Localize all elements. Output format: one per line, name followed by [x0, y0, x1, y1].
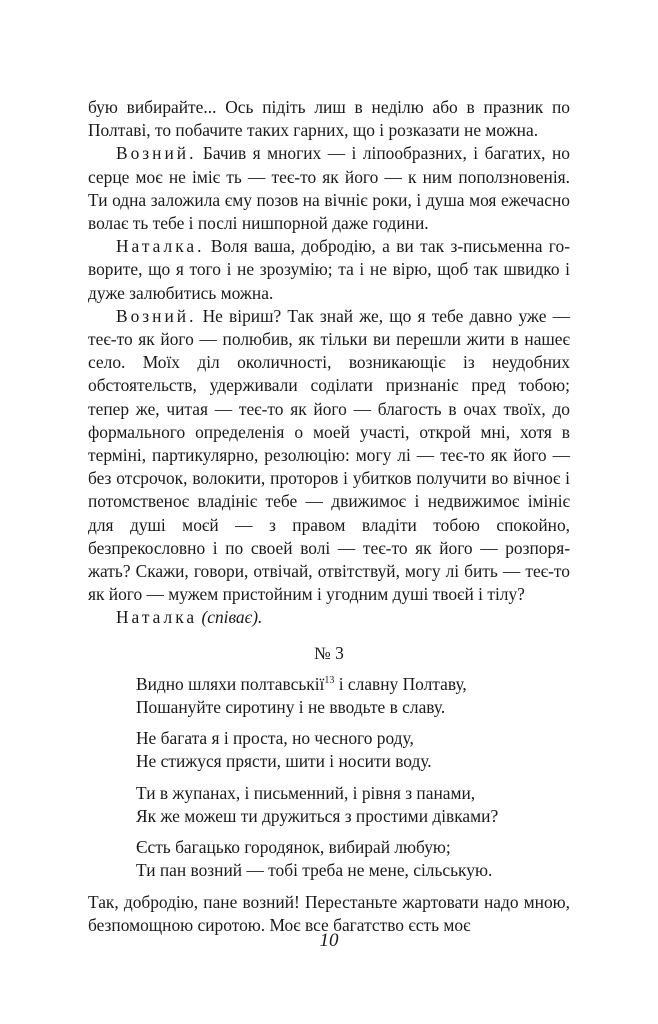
- speaker-name: Наталка: [116, 607, 198, 628]
- paragraph-natalka-1: [88, 235, 570, 305]
- paragraph-natalka-sings: [88, 606, 570, 629]
- stanza: [136, 727, 570, 773]
- verse-text: і славну Полтаву,: [334, 673, 467, 694]
- stanza: [136, 836, 570, 882]
- verse-text: Видно шляхи полтавськії: [136, 673, 325, 694]
- verse-line: Ти в жупанах, і письменний, і рівня з панами,: [136, 782, 476, 803]
- stanza: [136, 673, 570, 719]
- song-heading: № 3: [314, 642, 344, 663]
- speech-text: Бачив я многих — і ліпообразних, і багатих, но серце моє не іміє ть — теє-то як його — к ним поползновенія. Ти одна заложила єму позов на вічніє роки, і душа моя ежечасно волає ть тебе і послі нишпорной даже години.: [88, 143, 570, 234]
- verse-line: Ти пан возний — тобі треба не мене, сільськую.: [136, 860, 493, 881]
- page-number: 10: [319, 930, 339, 951]
- verse-line: Не багата я і проста, но чесного роду,: [136, 728, 414, 749]
- stanza: [136, 782, 570, 828]
- stage-direction: (співає).: [201, 607, 263, 628]
- speaker-name: Наталка.: [116, 236, 205, 257]
- verse-line: Єсть багацько городянок, вибирай любую;: [136, 837, 451, 858]
- verse-line: Не стижуся прясти, шити і носити воду.: [136, 751, 432, 772]
- paragraph-continuation: бую вибирайте... Ось підіть лиш в неділю або в празник по Полтаві, то побачите таких гарних, що і розказати не можна.: [88, 97, 570, 141]
- speech-text: Воля ваша, добродію, а ви так з-письменна говорите, що я того і не зрозумію; та і не вірю, щоб так швидко і дуже залюбитись можна.: [88, 236, 570, 303]
- paragraph-vozny-1: [88, 142, 570, 235]
- paragraph-natalka-2: Так, добродію, пане возний! Перестаньте жартовати надо мною, безпомощною сиротою. Моє все багатство єсть моє: [88, 891, 570, 935]
- paragraph-vozny-2: [88, 305, 570, 607]
- speech-text: Не віриш? Так знай же, що я тебе давно уже — теє-то як його — полюбив, як тільки ви перешли жити в нашеє село. Моїх діл околичності, возникающіє із неудобних обстоятельств, удерживали соділати признаніє пред тобою; тепер же, читая — теє-то як його — благость в очах твоїх, до формального определенія о моей участі, открой мні, хотя в терміні, партикулярно, резолюцію: могу лі — теє-то як його — без отсрочок, волокити, проторов і убитков получити во вічноє і потомственоє владініє тебе — движимоє і недвижимоє імініє для душі моєй — з правом владіти тобою спокойно, безпрекословно і по своей волі — теє-то як його — розпоряжать? Скажи, говори, отвічай, отвітствуй, могу лі бить — теє-то як його — мужем пристойним і угодним душі твоєй і тілу?: [88, 305, 570, 605]
- speaker-name: Возний.: [116, 305, 197, 326]
- verse-line: Як же можеш ти дружиться з простими дівками?: [136, 805, 499, 826]
- verse-line: Пошануйте сиротину і не вводьте в славу.: [136, 697, 446, 718]
- footnote-marker: 13: [324, 675, 335, 687]
- verse-line: [136, 673, 570, 696]
- page-text: [88, 96, 570, 937]
- speaker-name: Возний.: [116, 143, 197, 164]
